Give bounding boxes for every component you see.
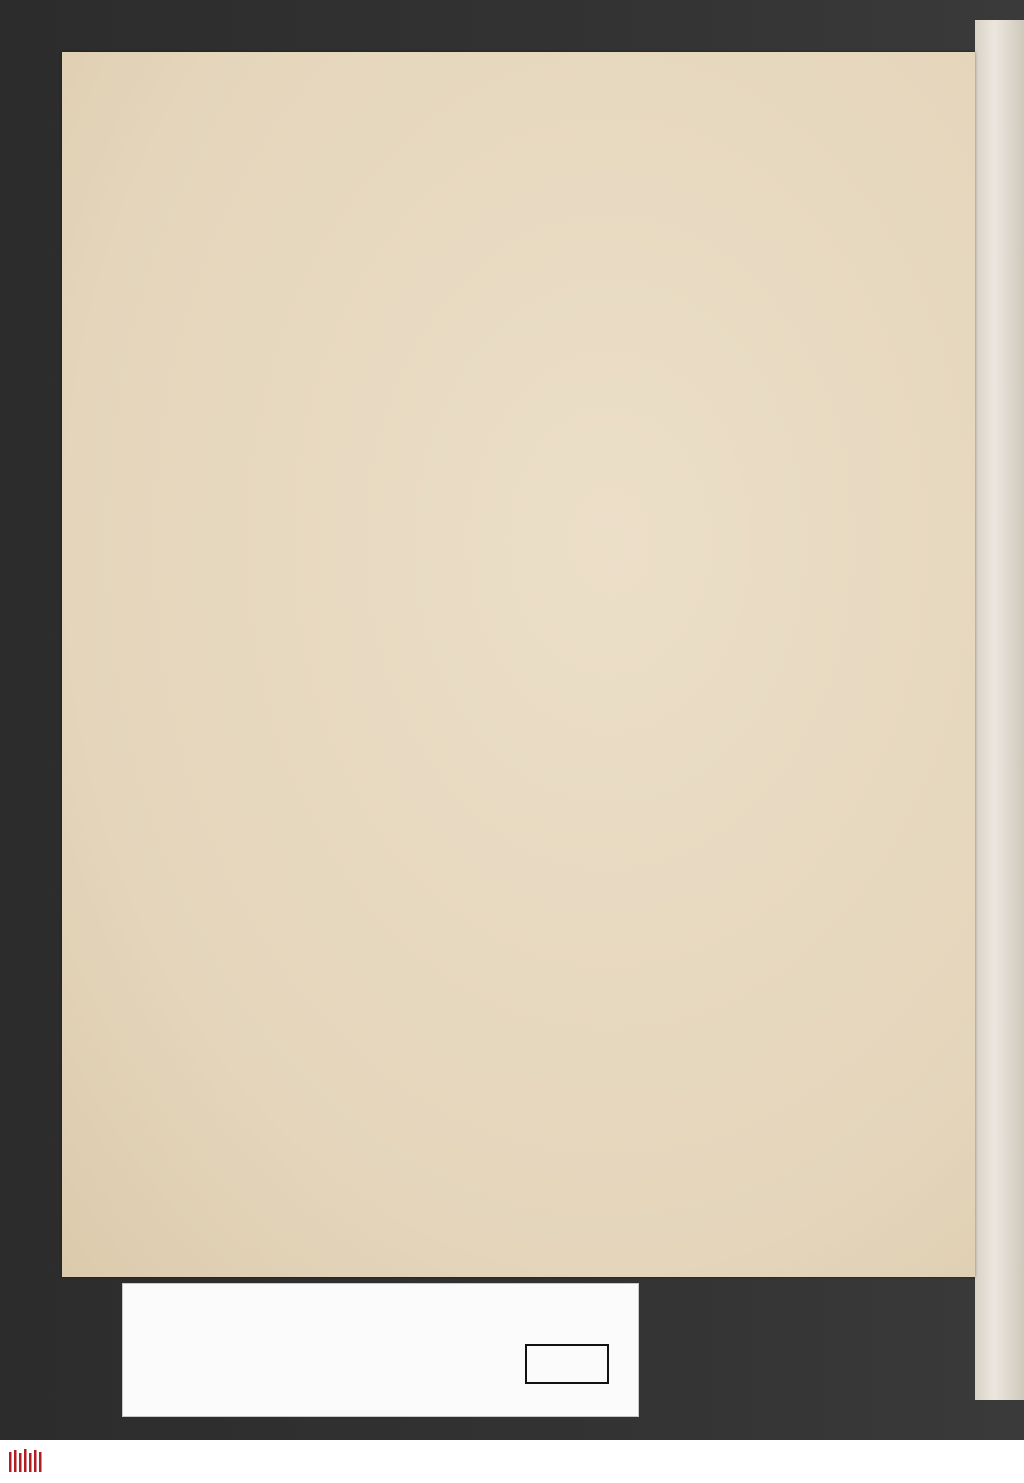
color-calibration-card — [122, 1283, 639, 1417]
footer-bar — [0, 1440, 1024, 1483]
adjacent-page-edge — [975, 20, 1024, 1400]
hab-logo-icon — [8, 1448, 44, 1475]
book-page — [62, 52, 975, 1277]
gray-scale-swatches — [525, 1344, 609, 1384]
